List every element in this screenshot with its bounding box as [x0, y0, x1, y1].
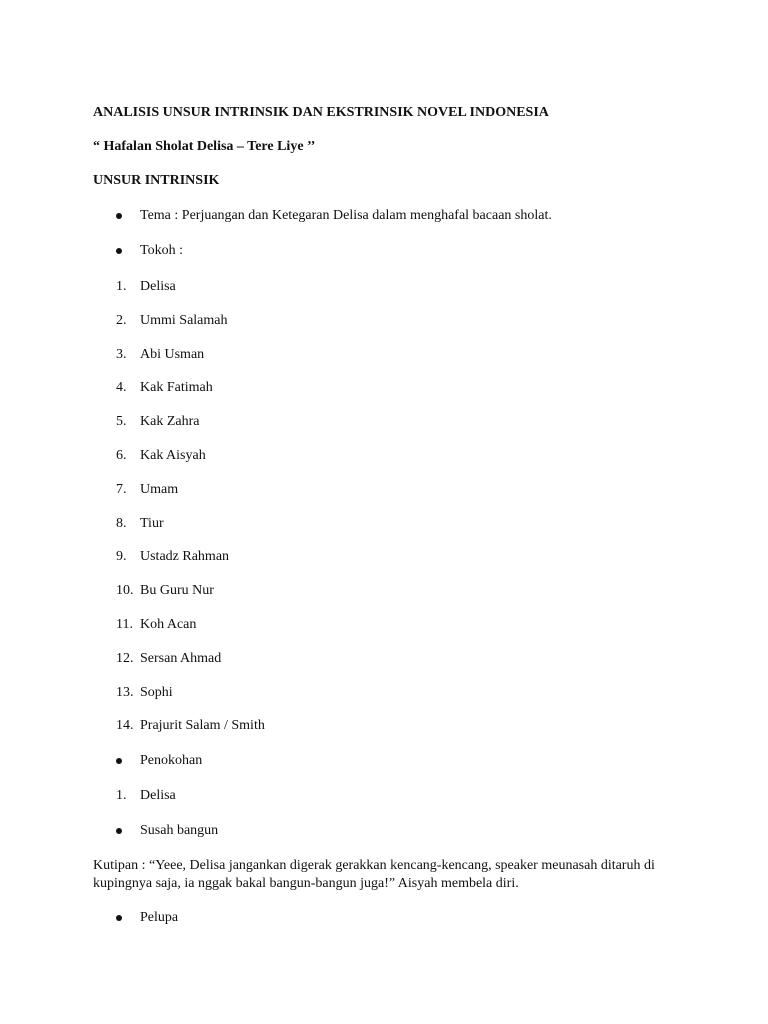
penokohan-label: Penokohan [140, 753, 203, 768]
tokoh-name: Kak Aisyah [140, 448, 206, 463]
tokoh-name: Abi Usman [140, 347, 205, 362]
kutipan-paragraph: Kutipan : “Yeee, Delisa jangankan digerak gerakkan kencang-kencang, speaker meunasah ditaruh di kupingnya saja, ia nggak bakal bangun-bangun juga!” Aisyah membela diri. [93, 858, 655, 891]
section-heading: UNSUR INTRINSIK [93, 173, 220, 188]
penokohan-item-name: Delisa [140, 788, 176, 803]
bullet-icon [116, 213, 122, 219]
tokoh-name: Kak Fatimah [140, 380, 213, 395]
tokoh-number: 5. [116, 414, 127, 429]
tokoh-number: 13. [116, 685, 134, 700]
tokoh-name: Ustadz Rahman [140, 549, 230, 564]
tokoh-name: Sersan Ahmad [140, 651, 222, 666]
tokoh-name: Kak Zahra [140, 414, 200, 429]
tokoh-number: 2. [116, 313, 127, 328]
tokoh-name: Umam [140, 482, 179, 497]
tokoh-number: 14. [116, 718, 134, 733]
tokoh-name: Tiur [140, 516, 164, 531]
tokoh-label: Tokoh : [140, 243, 183, 258]
tokoh-number: 10. [116, 583, 134, 598]
tokoh-name: Ummi Salamah [140, 313, 228, 328]
bullet-icon [116, 758, 122, 764]
tokoh-number: 1. [116, 279, 127, 294]
tokoh-number: 12. [116, 651, 134, 666]
trait-susah-bangun: Susah bangun [140, 823, 219, 838]
bullet-icon [116, 915, 122, 921]
tokoh-number: 11. [116, 617, 133, 632]
tokoh-number: 7. [116, 482, 127, 497]
tokoh-number: 8. [116, 516, 127, 531]
tokoh-number: 3. [116, 347, 127, 362]
document-subtitle: “ Hafalan Sholat Delisa – Tere Liye ’’ [93, 139, 316, 154]
tokoh-name: Bu Guru Nur [140, 583, 214, 598]
tokoh-name: Delisa [140, 279, 176, 294]
document-title: ANALISIS UNSUR INTRINSIK DAN EKSTRINSIK NOVEL INDONESIA [93, 105, 549, 120]
tokoh-number: 4. [116, 380, 127, 395]
tokoh-number: 6. [116, 448, 127, 463]
bullet-icon [116, 828, 122, 834]
penokohan-item-number: 1. [116, 788, 127, 803]
bullet-icon [116, 248, 122, 254]
tema-text: Tema : Perjuangan dan Ketegaran Delisa dalam menghafal bacaan sholat. [140, 208, 552, 223]
tokoh-name: Prajurit Salam / Smith [140, 718, 265, 733]
trait-pelupa: Pelupa [140, 910, 179, 925]
tokoh-number: 9. [116, 549, 127, 564]
tokoh-name: Sophi [140, 685, 173, 700]
tokoh-name: Koh Acan [140, 617, 197, 632]
